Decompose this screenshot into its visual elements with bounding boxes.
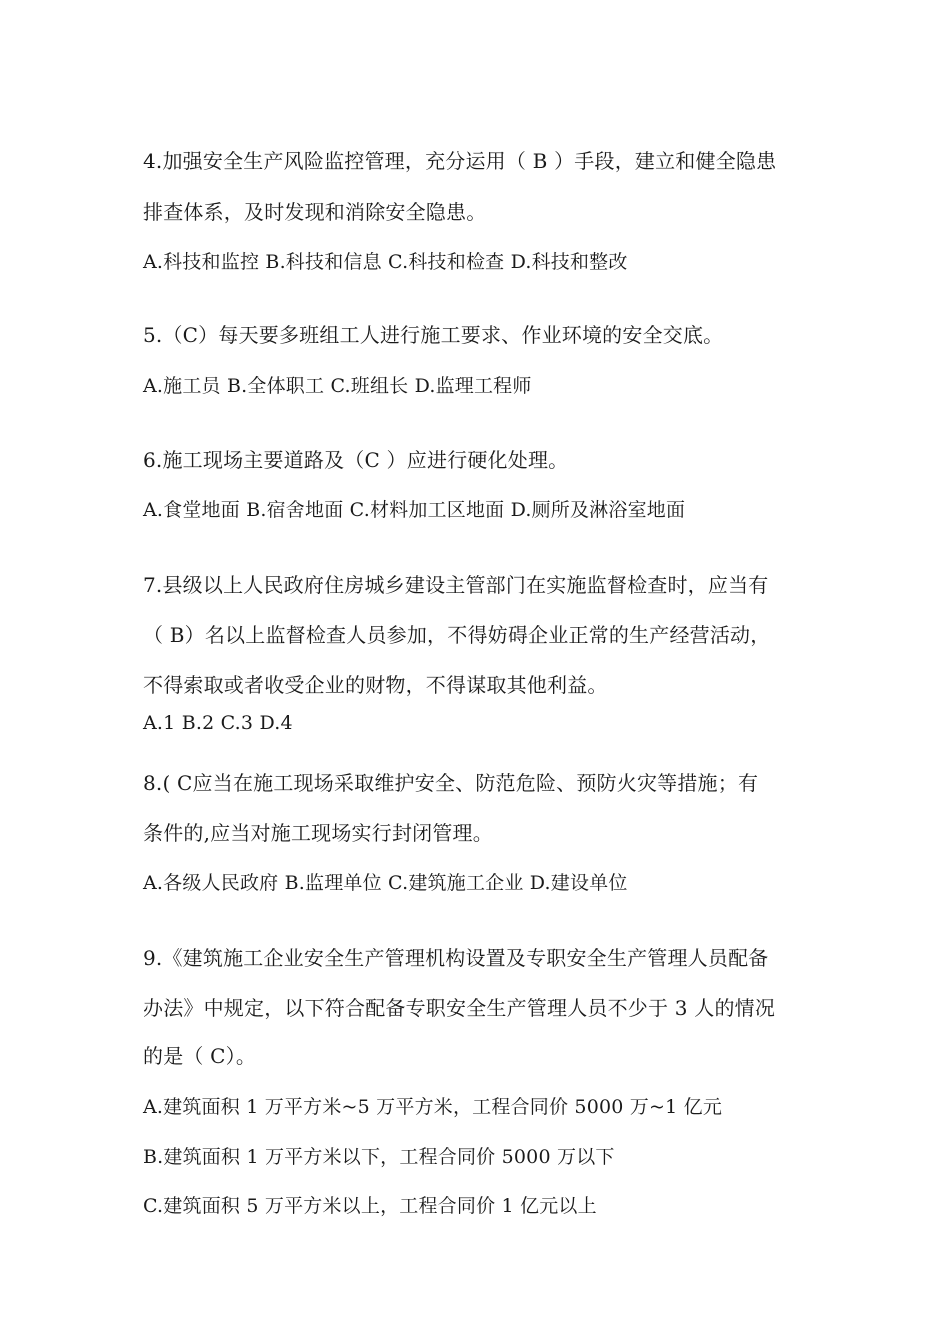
question-9-line-2: 办法》中规定，以下符合配备专职安全生产管理人员不少于 3 人的情况 <box>143 996 776 1020</box>
question-6-options: A.食堂地面 B.宿舍地面 C.材料加工区地面 D.厕所及淋浴室地面 <box>143 499 686 521</box>
question-8-options: A.各级人民政府 B.监理单位 C.建筑施工企业 D.建设单位 <box>143 872 628 894</box>
question-6-line-1: 6.施工现场主要道路及（C ）应进行硬化处理。 <box>143 448 569 472</box>
question-9-option-a: A.建筑面积 1 万平方米~5 万平方米，工程合同价 5000 万~1 亿元 <box>143 1096 723 1118</box>
question-9-option-b: B.建筑面积 1 万平方米以下，工程合同价 5000 万以下 <box>143 1146 615 1168</box>
question-7-options: A.1 B.2 C.3 D.4 <box>143 712 293 734</box>
question-7-line-1: 7.县级以上人民政府住房城乡建设主管部门在实施监督检查时，应当有 <box>143 573 769 597</box>
question-8-line-1: 8.( C应当在施工现场采取维护安全、防范危险、预防火灾等措施；有 <box>143 771 759 795</box>
question-9-option-c: C.建筑面积 5 万平方米以上，工程合同价 1 亿元以上 <box>143 1195 597 1217</box>
question-4-line-2: 排查体系，及时发现和消除安全隐患。 <box>143 200 487 224</box>
question-5-options: A.施工员 B.全体职工 C.班组长 D.监理工程师 <box>143 375 532 397</box>
question-7-line-3: 不得索取或者收受企业的财物，不得谋取其他利益。 <box>143 673 608 697</box>
question-4-options: A.科技和监控 B.科技和信息 C.科技和检查 D.科技和整改 <box>143 251 628 273</box>
question-8-line-2: 条件的,应当对施工现场实行封闭管理。 <box>143 821 493 845</box>
question-5-line-1: 5.（C）每天要多班组工人进行施工要求、作业环境的安全交底。 <box>143 323 724 347</box>
question-4-line-1: 4.加强安全生产风险监控管理，充分运用（ B ）手段，建立和健全隐患 <box>143 149 777 173</box>
question-9-line-1: 9.《建筑施工企业安全生产管理机构设置及专职安全生产管理人员配备 <box>143 946 769 970</box>
question-9-line-3: 的是（ C）。 <box>143 1044 257 1068</box>
question-7-line-2: （ B）名以上监督检查人员参加，不得妨碍企业正常的生产经营活动， <box>143 623 771 647</box>
